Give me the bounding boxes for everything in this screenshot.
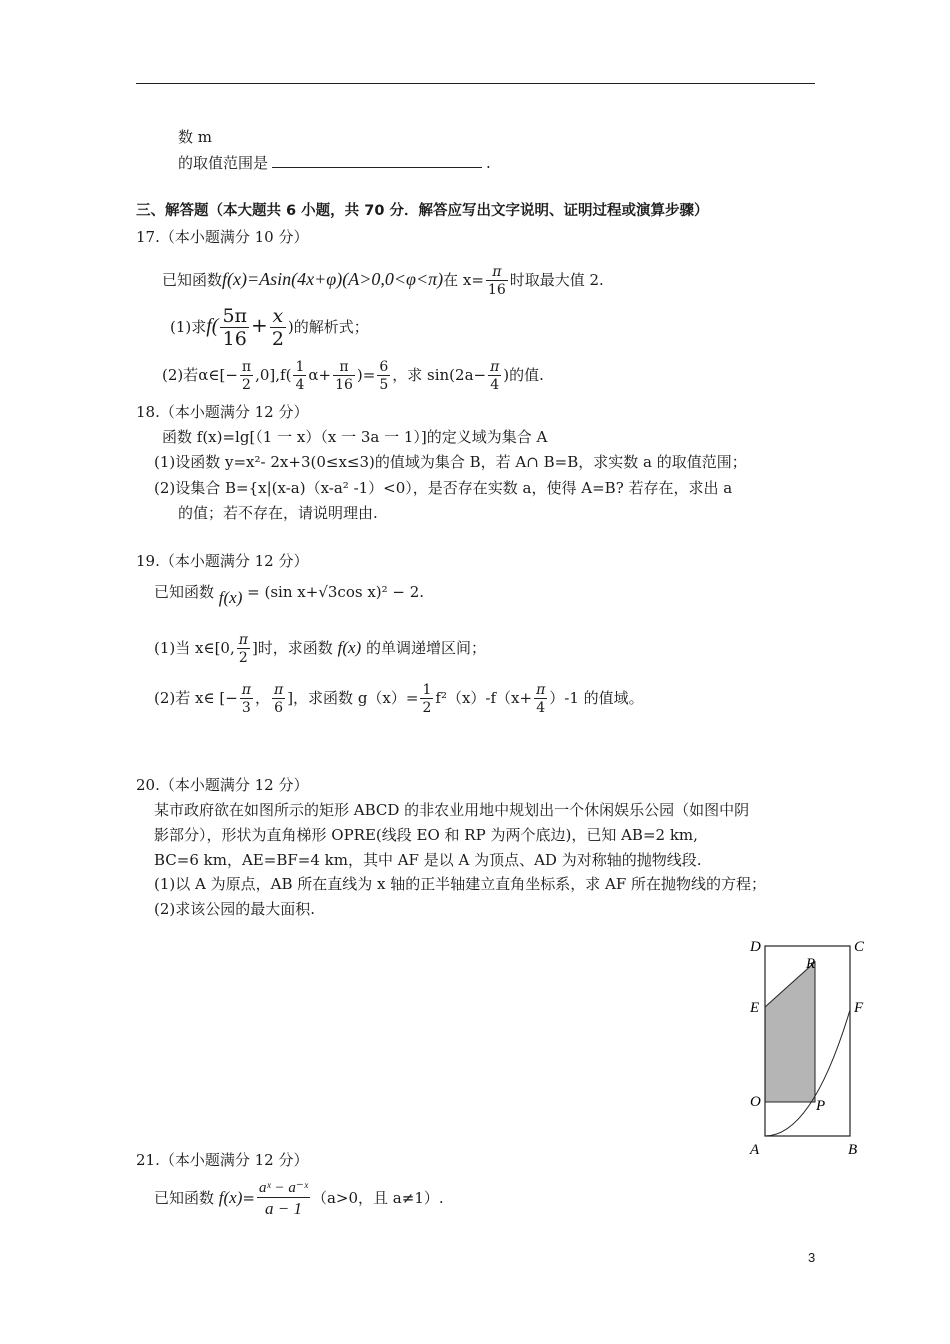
q17-stem-mid: 在 x=: [443, 271, 484, 289]
q17-stem-suffix: 时取最大值 2.: [509, 271, 604, 289]
frac-den: 4: [536, 700, 546, 716]
label-r: R: [806, 956, 816, 972]
q17-function: f(x)=Asin(4x+φ)(A>0,0<φ<π): [222, 269, 444, 289]
q18-part2-line1: (2)设集合 B={x|(x-a)（x-a² -1）<0），是否存在实数 a，使得 A=B? 若存在，求出 a: [154, 479, 733, 497]
frac-num: x: [270, 307, 286, 328]
frac-num: π: [241, 682, 251, 698]
q20-line3: BC=6 km，AE=BF=4 km，其中 AF 是以 A 为顶点、AD 为对称轴的抛物线段.: [154, 851, 702, 869]
frac-den: a − 1: [264, 1199, 302, 1218]
q17-title: 17.（本小题满分 10 分）: [136, 228, 309, 246]
frac-den: 4: [295, 377, 305, 393]
frac-den: 5: [379, 377, 389, 393]
q17-frac-1-4: [293, 360, 306, 392]
q19-p1-mid: ]时，求函数: [251, 639, 333, 657]
frac-num: 6: [379, 359, 389, 375]
q19-sqrt3: √3: [318, 583, 338, 601]
frac-num: π: [274, 682, 284, 698]
label-b: B: [848, 1142, 858, 1158]
q17-frac-pi-4: [488, 360, 501, 392]
q19-p1-suffix: 的单调递增区间；: [365, 639, 486, 657]
q17-p2-mid2: α+: [308, 366, 332, 384]
prev-line-2-text: 的取值范围是: [178, 154, 269, 172]
q18-part2-line2: 的值；若不存在，请说明理由.: [178, 504, 378, 522]
q17-frac-x-2: [270, 307, 286, 349]
label-c: C: [854, 939, 865, 955]
frac-num: π: [486, 265, 508, 281]
q19-p1-prefix: (1)当 x∈[0,: [154, 639, 235, 657]
frac-num: π: [241, 359, 252, 375]
q17-p2-suffix: )的值.: [503, 366, 544, 384]
q17-p1-plus: +: [251, 313, 268, 337]
prev-line-2: [178, 153, 491, 173]
q21-stem: [154, 1178, 444, 1218]
section-heading: 三、解答题（本大题共 6 小题，共 70 分．解答应写出文字说明、证明过程或演算步骤）: [136, 203, 709, 219]
q19-stem-prefix: 已知函数: [154, 583, 215, 601]
q17-part1: [170, 305, 369, 349]
q19-stem-suffix: cos x)² − 2.: [337, 583, 425, 601]
q17-stem-prefix: 已知函数: [162, 271, 223, 289]
q21-frac: [257, 1181, 310, 1217]
q19-p1-f: f(x): [337, 638, 362, 657]
label-a: A: [750, 1142, 760, 1158]
frac-den: 2: [238, 650, 248, 666]
q19-part2: [154, 676, 644, 720]
q17-frac-pi-16b: [333, 360, 355, 392]
park-shaded-region: [765, 962, 815, 1102]
q17-p1-prefix: (1)求: [170, 318, 207, 336]
q21-stem-suffix: （a>0，且 a≠1）.: [311, 1189, 444, 1207]
frac-den: 2: [271, 328, 284, 350]
q20-part1: (1)以 A 为原点，AB 所在直线为 x 轴的正半轴建立直角坐标系，求 AF 所在抛物线的方程；: [154, 875, 767, 893]
q20-line1: 某市政府欲在如图所示的矩形 ABCD 的非农业用地中规划出一个休闲娱乐公园（如图中阴: [154, 801, 750, 819]
q19-p2-suffix: ）-1 的值域。: [549, 689, 644, 707]
q17-p1-suffix: )的解析式；: [287, 318, 369, 336]
q17-p2-prefix: (2)若α∈[−: [162, 366, 238, 384]
q19-stem-eq: = (sin x+: [247, 583, 319, 601]
frac-den: 16: [487, 282, 506, 298]
q19-f: f(x): [218, 588, 243, 607]
q17-part2: [162, 356, 544, 394]
frac-num: 1: [422, 682, 432, 698]
q19-stem: [154, 578, 424, 606]
q20-figure: [742, 932, 882, 1162]
q17-p1-f: f(: [206, 315, 219, 337]
frac-num: π: [238, 632, 248, 648]
frac-den: 4: [490, 377, 500, 393]
q19-title: 19.（本小题满分 12 分）: [136, 552, 309, 570]
q19-frac-pi-6: [272, 683, 285, 715]
frac-den: 3: [241, 700, 251, 716]
q21-title: 21.（本小题满分 12 分）: [136, 1151, 309, 1169]
q17-stem: [162, 262, 604, 297]
frac-num: π: [490, 359, 500, 375]
q18-stem: 函数 f(x)=lg[（1 一 x）（x 一 3a 一 1）]的定义域为集合 A: [162, 428, 548, 446]
label-p: P: [816, 1098, 826, 1114]
q17-frac-6-5: [377, 360, 390, 392]
q19-p2-comma: ，: [254, 689, 270, 707]
label-d: D: [750, 939, 761, 955]
page-number: 3: [808, 1250, 816, 1265]
label-f: F: [854, 1000, 864, 1016]
q17-p2-mid4: ，求 sin(2a−: [392, 366, 487, 384]
q20-part2: (2)求该公园的最大面积.: [154, 900, 316, 918]
q19-frac-pi-2: [237, 633, 250, 665]
q21-stem-prefix: 已知函数: [154, 1189, 215, 1207]
q19-p2-mid2: f²（x）-f（x+: [435, 689, 533, 707]
prev-line-1: 数 m: [178, 128, 212, 146]
q19-p2-prefix: (2)若 x∈ [−: [154, 689, 238, 707]
q19-frac-pi-4: [534, 683, 547, 715]
q18-title: 18.（本小题满分 12 分）: [136, 403, 309, 421]
q17-frac-pi-2: [240, 360, 253, 392]
prev-line-2-period: .: [486, 154, 491, 172]
frac-num: aˣ − a⁻ˣ: [258, 1180, 308, 1196]
q19-p2-mid1: ]，求函数 g（x）=: [287, 689, 419, 707]
q17-frac-5pi-16: [220, 307, 249, 349]
label-o: O: [750, 1094, 761, 1110]
q20-title: 20.（本小题满分 12 分）: [136, 776, 309, 794]
q17-frac-pi-16: [486, 265, 508, 297]
q21-eq: =: [242, 1189, 255, 1207]
frac-num: 1: [295, 359, 305, 375]
q20-line2: 影部分），形状为直角梯形 OPRE(线段 EO 和 RP 为两个底边)，已知 AB=2 km,: [154, 826, 698, 844]
q19-part1: [154, 627, 486, 669]
frac-den: 16: [222, 328, 247, 350]
frac-num: π: [536, 682, 546, 698]
q19-frac-1-2: [420, 683, 433, 715]
frac-num: 5π: [222, 305, 248, 327]
q17-p2-mid3: )=: [356, 366, 376, 384]
q18-part1: (1)设函数 y=x²- 2x+3(0≤x≤3)的值域为集合 B，若 A∩ B=B，求实数 a 的取值范围；: [154, 453, 747, 471]
frac-den: 16: [335, 377, 353, 393]
q19-frac-pi-3: [240, 683, 253, 715]
answer-blank[interactable]: [272, 153, 482, 168]
label-e: E: [750, 1000, 760, 1016]
frac-den: 2: [422, 700, 432, 716]
q17-p2-mid1: ,0],f(: [255, 366, 292, 384]
header-rule: [136, 83, 815, 84]
frac-num: π: [333, 360, 355, 376]
q21-f: f(x): [218, 1188, 243, 1207]
frac-den: 6: [274, 700, 284, 716]
frac-den: 2: [242, 377, 251, 393]
